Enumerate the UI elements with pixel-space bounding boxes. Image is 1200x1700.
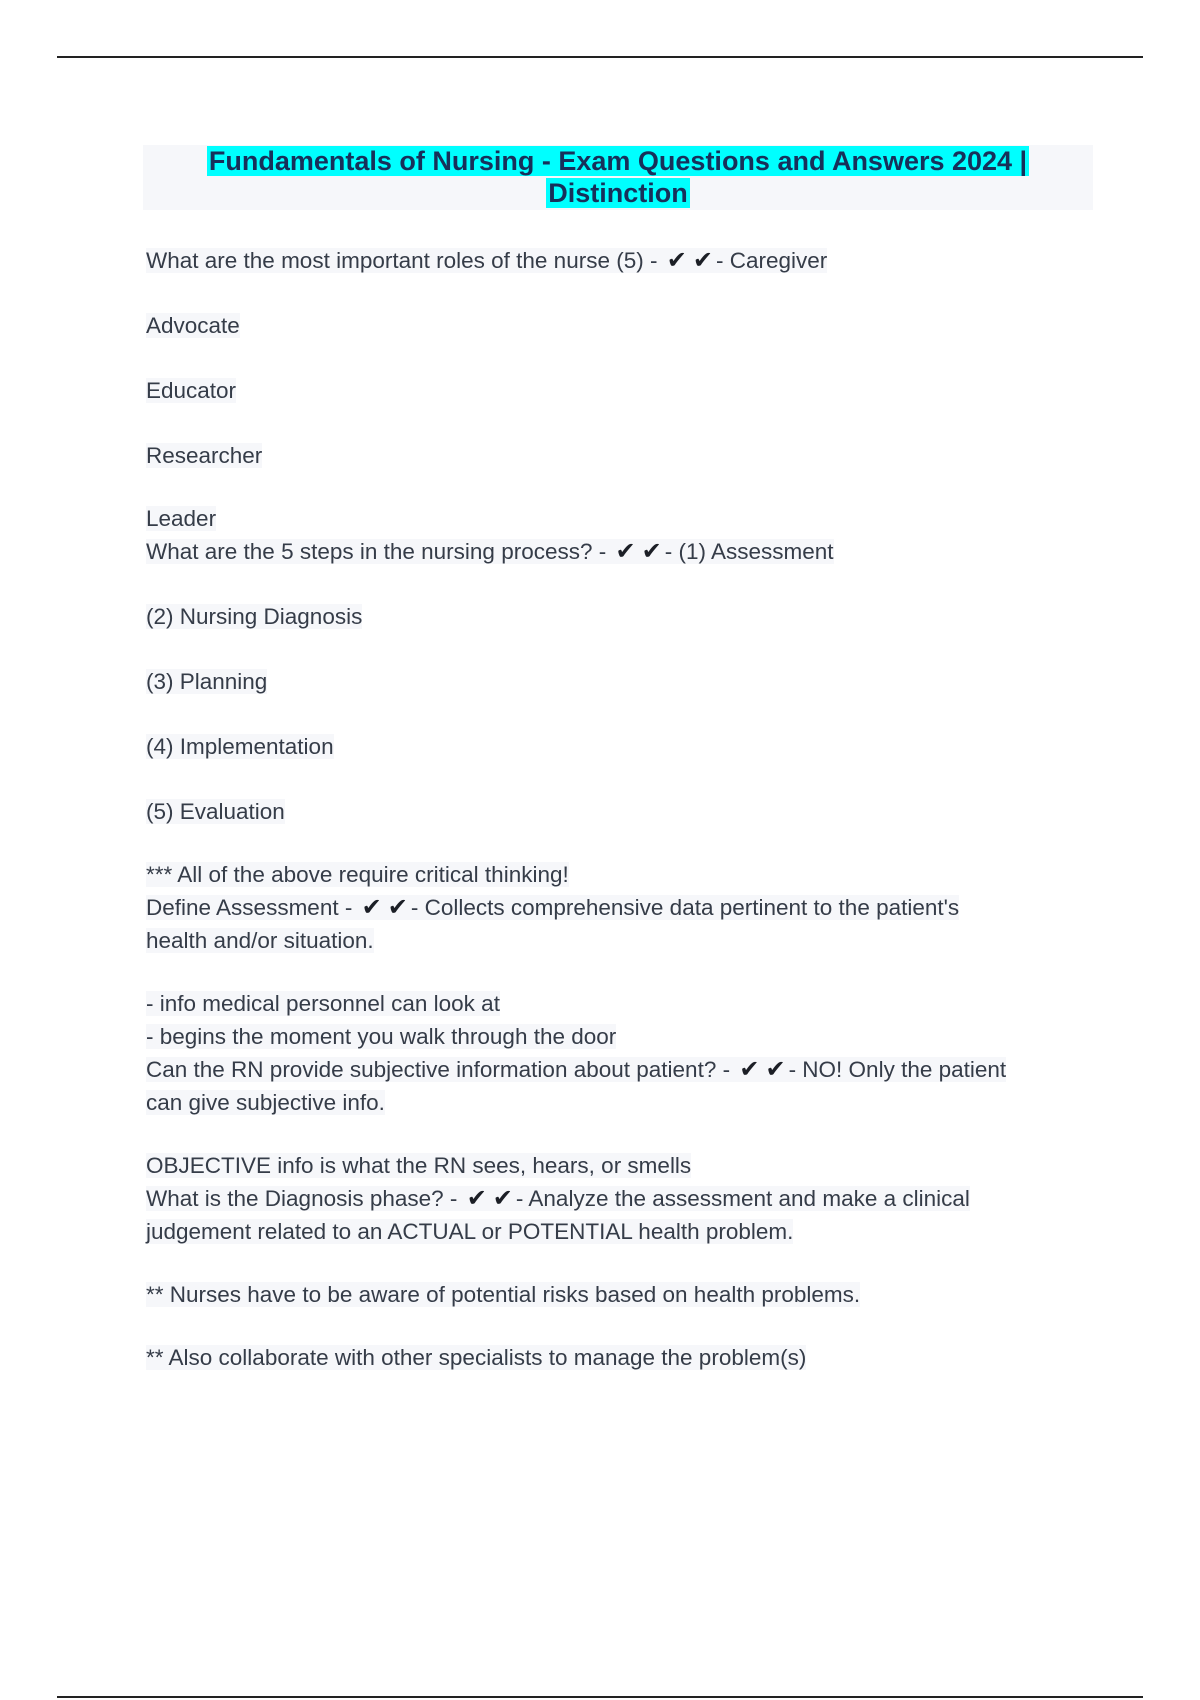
answer-continuation: can give subjective info.: [146, 1090, 385, 1115]
answer-line: Leader: [146, 506, 217, 531]
checkmark-icon: ✔: [361, 894, 382, 921]
qa-item-3: [146, 891, 1086, 924]
answer-text: - Collects comprehensive data pertinent to the patient's: [410, 895, 960, 920]
answer-text: - Caregiver: [715, 248, 828, 273]
question-text: What are the most important roles of the nurse (5) -: [146, 248, 658, 273]
answer-line: ** Also collaborate with other specialists to manage the problem(s): [146, 1345, 807, 1370]
answer-line: (5) Evaluation: [146, 799, 285, 824]
question-text: Can the RN provide subjective information about patient? -: [146, 1057, 731, 1082]
answer-text: - NO! Only the patient: [788, 1057, 1007, 1082]
question-text: What are the 5 steps in the nursing process? -: [146, 539, 607, 564]
document-body: [146, 244, 1086, 1374]
bottom-rule: [57, 1696, 1143, 1698]
answer-line: *** All of the above require critical thinking!: [146, 862, 569, 887]
answer-line: (3) Planning: [146, 669, 268, 694]
answer-continuation: judgement related to an ACTUAL or POTENTIAL health problem.: [146, 1219, 794, 1244]
qa-item-5: [146, 1182, 1086, 1215]
answer-line: OBJECTIVE info is what the RN sees, hears, or smells: [146, 1153, 692, 1178]
checkmark-icon: ✔: [387, 894, 408, 921]
document-title: [143, 145, 1093, 210]
checkmark-icon: ✔: [739, 1056, 760, 1083]
checkmark-icon: ✔: [765, 1056, 786, 1083]
qa-item-4: [146, 1053, 1086, 1086]
answer-line: Advocate: [146, 313, 240, 338]
question-text: What is the Diagnosis phase? -: [146, 1186, 458, 1211]
title-line-1: Fundamentals of Nursing - Exam Questions and Answers 2024 |: [208, 146, 1028, 176]
checkmark-icon: ✔: [641, 538, 662, 565]
question-text: Define Assessment -: [146, 895, 353, 920]
answer-line: Educator: [146, 378, 237, 403]
checkmark-icon: ✔: [615, 538, 636, 565]
checkmark-icon: ✔: [466, 1185, 487, 1212]
answer-text: - (1) Assessment: [664, 539, 834, 564]
checkmark-icon: ✔: [666, 247, 687, 274]
checkmark-icon: ✔: [692, 247, 713, 274]
answer-line: - begins the moment you walk through the door: [146, 1024, 617, 1049]
answer-line: (2) Nursing Diagnosis: [146, 604, 363, 629]
checkmark-icon: ✔: [492, 1185, 513, 1212]
qa-item-1: [146, 244, 1086, 277]
top-rule: [57, 56, 1143, 58]
answer-text: - Analyze the assessment and make a clinical: [515, 1186, 970, 1211]
qa-item-2: [146, 535, 1086, 568]
answer-continuation: health and/or situation.: [146, 928, 374, 953]
answer-line: Researcher: [146, 443, 263, 468]
answer-line: ** Nurses have to be aware of potential risks based on health problems.: [146, 1282, 861, 1307]
title-line-2: Distinction: [548, 178, 688, 208]
answer-line: - info medical personnel can look at: [146, 991, 500, 1016]
answer-line: (4) Implementation: [146, 734, 334, 759]
